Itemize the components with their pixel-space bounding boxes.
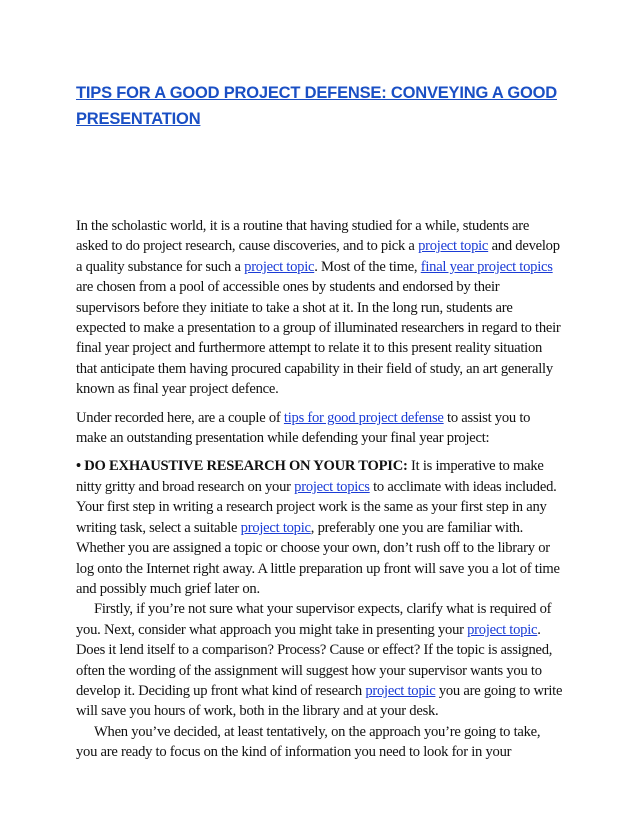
project-topic-link[interactable]: project topic [240, 519, 311, 536]
intro-paragraph [76, 216, 564, 400]
text-span: you are going to write will save you hours of work, both in the library and at your desk. [76, 682, 563, 720]
text-span: When you’ve decided, at least tentatively, on the approach you’re going to take, you are ready to focus on the kind of information you need to look for in your [76, 723, 541, 761]
research-tip-paragraph [76, 456, 564, 599]
project-topics-link[interactable]: project topics [294, 478, 370, 495]
text-span: and develop a quality substance for such a [76, 238, 560, 275]
project-topic-link[interactable]: project topic [365, 682, 436, 699]
document-title: TIPS FOR A GOOD PROJECT DEFENSE: CONVEYING A GOOD PRESENTATION [76, 84, 557, 128]
project-topic-link[interactable]: project topic [467, 621, 538, 638]
document-body [76, 216, 564, 763]
tips-project-defense-link[interactable]: tips for good project defense [283, 409, 444, 426]
text-span: In the scholastic world, it is a routine that having studied for a while, students are asked to do project research, cause discoveries, and to pick a [76, 218, 530, 255]
text-span: to acclimate with ideas included. Your first step in writing a research project work is the same as your first step in any writing task, select a suitable [76, 478, 557, 536]
text-span: It is imperative to make nitty gritty and broad research on your [76, 458, 544, 495]
firstly-paragraph [76, 599, 564, 721]
tips-intro-paragraph [76, 408, 564, 449]
text-span: are chosen from a pool of accessible ones by students and endorsed by their supervisors before they initiate to take a shot at it. In the long run, students are expected to make a presentation to a group of illuminated researchers in regard to their final year project and furthermore attempt to relate it to this present reality situation that anticipate them having procured capability in their field of study, an art generally known as final year project defence. [76, 279, 561, 398]
tip-heading: • DO EXHAUSTIVE RESEARCH ON YOUR TOPIC: [76, 458, 408, 475]
text-span: to assist you to make an outstanding presentation while defending your final year project: [76, 409, 531, 447]
text-span: Firstly, if you’re not sure what your supervisor expects, clarify what is required of you. Next, consider what approach you might take in presenting your [76, 601, 552, 638]
project-topic-link[interactable]: project topic [418, 238, 489, 255]
text-span: Under recorded here, are a couple of [76, 409, 284, 426]
text-span: . Does it lend itself to a comparison? Process? Cause or effect? If the topic is assigned, often the wording of the assignment will suggest how your supervisor wants you to develop it. Deciding up front what kind of research [76, 621, 553, 699]
approach-paragraph [76, 722, 564, 763]
text-span: . Most of the time, [314, 258, 421, 275]
text-span: , preferably one you are familiar with. Whether you are assigned a topic or choose your own, don’t rush off to the library or log onto the Internet right away. A little preparation up front will save you a lot of time and possibly much grief later on. [76, 519, 560, 597]
project-topic-link[interactable]: project topic [244, 258, 315, 275]
final-year-project-topics-link[interactable]: final year project topics [420, 258, 553, 275]
